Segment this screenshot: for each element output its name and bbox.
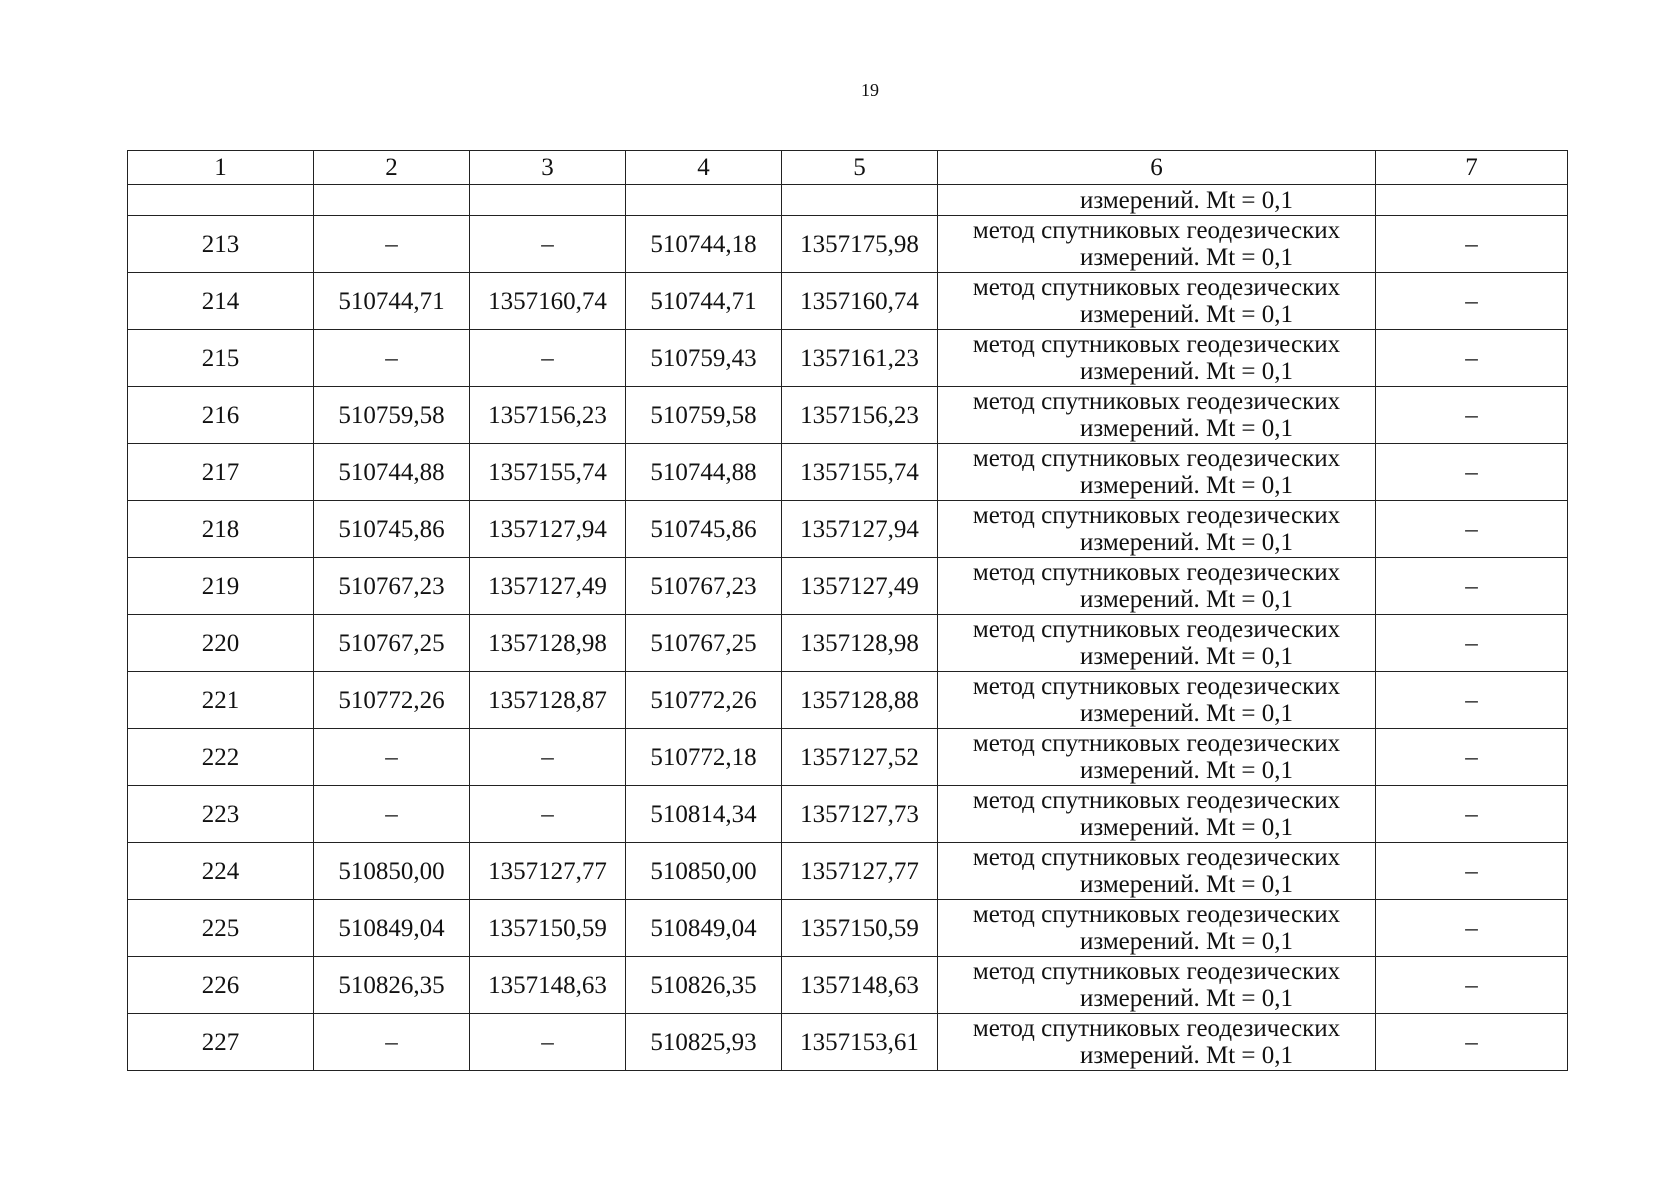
method-cell [938,615,1376,672]
table-row [128,501,1568,558]
coord-x-new-cell: 510744,71 [626,273,782,330]
table-row [128,444,1568,501]
coord-x-new-cell: 510744,88 [626,444,782,501]
method-cell [938,729,1376,786]
coord-y-new-cell: 1357127,77 [782,843,938,900]
coord-y-old-cell: 1357128,98 [470,615,626,672]
point-number-cell: 216 [128,387,314,444]
table-row [128,786,1568,843]
coord-x-old-cell: 510772,26 [314,672,470,729]
note-cell: – [1376,729,1568,786]
coord-x-old-cell: 510767,25 [314,615,470,672]
method-line-2: измерений. Mt = 0,1 [1079,1042,1294,1069]
method-line-2: измерений. Mt = 0,1 [1079,643,1294,670]
point-number-cell: 223 [128,786,314,843]
header-cell: 5 [782,151,938,185]
note-cell: – [1376,957,1568,1014]
coord-x-new-cell: 510745,86 [626,501,782,558]
coord-y-old-cell: 1357127,94 [470,501,626,558]
coord-x-old-cell: 510759,58 [314,387,470,444]
note-cell: – [1376,1014,1568,1071]
method-line-2: измерений. Mt = 0,1 [1079,358,1294,385]
coord-x-old-cell: – [314,786,470,843]
method-line-2: измерений. Mt = 0,1 [1079,415,1294,442]
method-cell [938,387,1376,444]
coord-x-new-cell: 510850,00 [626,843,782,900]
note-cell: – [1376,843,1568,900]
method-line-1: метод спутниковых геодезических [972,901,1341,928]
coord-y-old-cell: – [470,729,626,786]
method-line-2: измерений. Mt = 0,1 [1079,757,1294,784]
coord-y-old-cell: – [470,1014,626,1071]
table-row [128,216,1568,273]
table-body [128,151,1568,1071]
coord-x-new-cell: 510814,34 [626,786,782,843]
header-cell: 6 [938,151,1376,185]
point-number-cell: 225 [128,900,314,957]
method-cell [938,185,1376,216]
coord-y-new-cell: 1357155,74 [782,444,938,501]
coord-y-new-cell: 1357148,63 [782,957,938,1014]
coord-y-new-cell: 1357127,52 [782,729,938,786]
method-line-1: метод спутниковых геодезических [972,559,1341,586]
method-cell [938,843,1376,900]
point-number-cell: 226 [128,957,314,1014]
method-cell [938,501,1376,558]
method-cell [938,216,1376,273]
table-row [128,273,1568,330]
point-number-cell: 213 [128,216,314,273]
method-line-1: метод спутниковых геодезических [972,1015,1341,1042]
coord-x-old-cell: – [314,216,470,273]
header-cell: 1 [128,151,314,185]
coord-y-old-cell: 1357156,23 [470,387,626,444]
method-line-1: метод спутниковых геодезических [972,616,1341,643]
method-cell [938,273,1376,330]
coord-x-new-cell: 510759,43 [626,330,782,387]
method-line-2: измерений. Mt = 0,1 [1079,529,1294,556]
table-row [128,843,1568,900]
coord-x-old-cell: 510850,00 [314,843,470,900]
note-cell: – [1376,615,1568,672]
table-row [128,615,1568,672]
coord-x-old-cell: 510826,35 [314,957,470,1014]
coord-y-new-cell: 1357127,73 [782,786,938,843]
continuation-row [128,185,1568,216]
method-cell [938,957,1376,1014]
table-row [128,957,1568,1014]
note-cell: – [1376,900,1568,957]
note-cell: – [1376,786,1568,843]
coord-y-new-cell: 1357160,74 [782,273,938,330]
point-number-cell: 224 [128,843,314,900]
coord-x-old-cell: 510744,71 [314,273,470,330]
method-line-1: метод спутниковых геодезических [972,844,1341,871]
method-line-1: метод спутниковых геодезических [972,217,1341,244]
empty-cell [470,185,626,216]
method-line-2: измерений. Mt = 0,1 [1079,301,1294,328]
coord-x-old-cell: 510744,88 [314,444,470,501]
empty-cell [782,185,938,216]
table-row [128,330,1568,387]
method-line-1: метод спутниковых геодезических [972,388,1341,415]
coord-x-new-cell: 510767,23 [626,558,782,615]
point-number-cell: 214 [128,273,314,330]
coord-y-new-cell: 1357128,98 [782,615,938,672]
coord-x-old-cell: – [314,729,470,786]
table-row [128,672,1568,729]
header-cell: 7 [1376,151,1568,185]
method-line-1: метод спутниковых геодезических [972,331,1341,358]
note-cell: – [1376,444,1568,501]
coord-x-old-cell: 510745,86 [314,501,470,558]
coord-y-new-cell: 1357127,94 [782,501,938,558]
coord-y-old-cell: – [470,330,626,387]
coord-y-new-cell: 1357161,23 [782,330,938,387]
header-row [128,151,1568,185]
point-number-cell: 218 [128,501,314,558]
coord-y-old-cell: – [470,786,626,843]
table-row [128,387,1568,444]
method-line-2: измерений. Mt = 0,1 [1079,186,1294,214]
coord-x-old-cell: 510849,04 [314,900,470,957]
method-line-1: метод спутниковых геодезических [972,673,1341,700]
table-row [128,558,1568,615]
coord-x-new-cell: 510772,18 [626,729,782,786]
method-cell [938,786,1376,843]
point-number-cell: 220 [128,615,314,672]
point-number-cell: 219 [128,558,314,615]
coord-y-old-cell: 1357150,59 [470,900,626,957]
method-cell [938,1014,1376,1071]
empty-cell [128,185,314,216]
coord-y-old-cell: 1357160,74 [470,273,626,330]
point-number-cell: 217 [128,444,314,501]
note-cell: – [1376,216,1568,273]
method-line-1: метод спутниковых геодезических [972,787,1341,814]
coord-y-new-cell: 1357153,61 [782,1014,938,1071]
table-row [128,1014,1568,1071]
note-cell: – [1376,672,1568,729]
coord-y-old-cell: 1357148,63 [470,957,626,1014]
method-line-2: измерений. Mt = 0,1 [1079,586,1294,613]
method-line-1: метод спутниковых геодезических [972,502,1341,529]
point-number-cell: 215 [128,330,314,387]
method-cell [938,672,1376,729]
note-cell: – [1376,558,1568,615]
method-line-2: измерений. Mt = 0,1 [1079,472,1294,499]
method-cell [938,558,1376,615]
method-line-2: измерений. Mt = 0,1 [1079,244,1294,271]
coord-y-new-cell: 1357175,98 [782,216,938,273]
coordinates-table [127,150,1568,1071]
table-row [128,729,1568,786]
method-line-1: метод спутниковых геодезических [972,730,1341,757]
coord-y-new-cell: 1357128,88 [782,672,938,729]
header-cell: 2 [314,151,470,185]
coord-x-old-cell: 510767,23 [314,558,470,615]
point-number-cell: 222 [128,729,314,786]
coord-y-old-cell: 1357127,77 [470,843,626,900]
header-cell: 4 [626,151,782,185]
coord-x-new-cell: 510767,25 [626,615,782,672]
empty-cell [1376,185,1568,216]
method-line-1: метод спутниковых геодезических [972,445,1341,472]
table-row [128,900,1568,957]
coord-x-new-cell: 510759,58 [626,387,782,444]
empty-cell [626,185,782,216]
coord-y-new-cell: 1357127,49 [782,558,938,615]
coord-x-new-cell: 510826,35 [626,957,782,1014]
coord-y-old-cell: – [470,216,626,273]
coord-x-new-cell: 510744,18 [626,216,782,273]
note-cell: – [1376,387,1568,444]
coord-x-old-cell: – [314,1014,470,1071]
coord-x-new-cell: 510772,26 [626,672,782,729]
coord-x-new-cell: 510825,93 [626,1014,782,1071]
coord-y-new-cell: 1357150,59 [782,900,938,957]
note-cell: – [1376,273,1568,330]
header-cell: 3 [470,151,626,185]
coord-x-new-cell: 510849,04 [626,900,782,957]
method-line-2: измерений. Mt = 0,1 [1079,871,1294,898]
method-cell [938,444,1376,501]
method-line-1: метод спутниковых геодезических [972,958,1341,985]
coord-x-old-cell: – [314,330,470,387]
coord-y-old-cell: 1357127,49 [470,558,626,615]
point-number-cell: 227 [128,1014,314,1071]
method-cell [938,900,1376,957]
method-line-2: измерений. Mt = 0,1 [1079,985,1294,1012]
note-cell: – [1376,501,1568,558]
coord-y-old-cell: 1357155,74 [470,444,626,501]
point-number-cell: 221 [128,672,314,729]
method-line-2: измерений. Mt = 0,1 [1079,700,1294,727]
method-cell [938,330,1376,387]
coord-y-new-cell: 1357156,23 [782,387,938,444]
method-line-1: метод спутниковых геодезических [972,274,1341,301]
empty-cell [314,185,470,216]
method-line-2: измерений. Mt = 0,1 [1079,928,1294,955]
coord-y-old-cell: 1357128,87 [470,672,626,729]
note-cell: – [1376,330,1568,387]
method-line-2: измерений. Mt = 0,1 [1079,814,1294,841]
page-number: 19 [861,80,879,100]
